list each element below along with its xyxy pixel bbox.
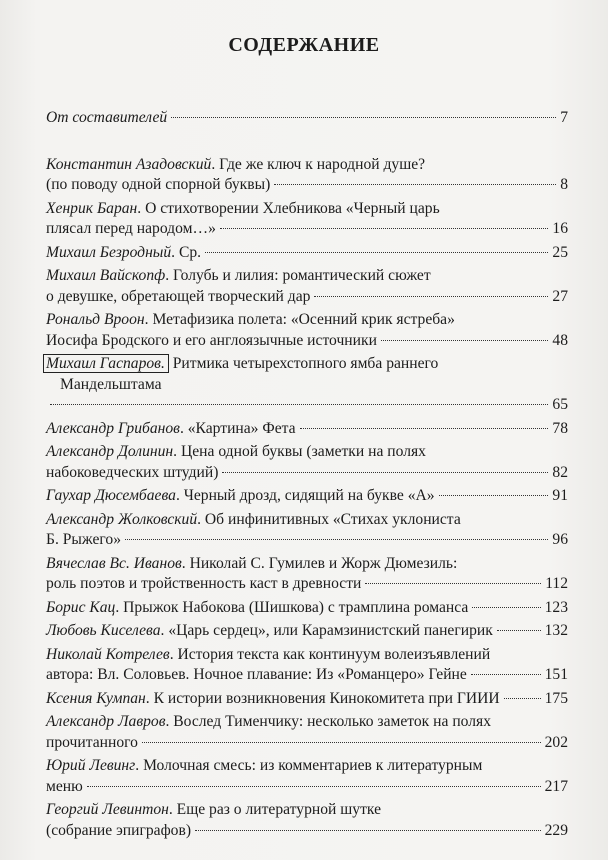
entry-author: Константин Азадовский bbox=[46, 155, 212, 173]
toc-entry bbox=[46, 108, 568, 129]
entry-title: плясал перед народом…» bbox=[46, 220, 216, 237]
entry-title: . Где же ключ к народной душе? bbox=[211, 155, 426, 173]
entry-page-number: 132 bbox=[544, 622, 568, 639]
dot-leader bbox=[125, 539, 548, 540]
entry-title: Мандельштама bbox=[60, 375, 162, 393]
dot-leader bbox=[365, 583, 541, 584]
dot-leader bbox=[142, 742, 541, 743]
entry-title: набоковедческих штудий) bbox=[46, 463, 219, 481]
toc-entry bbox=[46, 645, 568, 686]
entry-title: . «Царь сердец», или Карамзинистский панегирик bbox=[160, 622, 493, 639]
entry-author: Георгий Левинтон bbox=[46, 801, 169, 818]
toc-entry bbox=[46, 310, 568, 351]
toc-entry bbox=[46, 712, 568, 753]
toc-entry bbox=[46, 800, 568, 841]
entry-author: Александр Лавров bbox=[46, 713, 166, 730]
entry-author: Михаил Безродный bbox=[46, 243, 172, 261]
entry-author: Александр Грибанов bbox=[46, 419, 180, 437]
entry-author: Николай Котрелев bbox=[46, 645, 170, 663]
entry-page-number: 96 bbox=[552, 531, 568, 548]
entry-author: Гаухар Дюсембаева bbox=[46, 487, 176, 504]
entry-title: прочитанного bbox=[46, 733, 138, 751]
entry-title: меню bbox=[46, 777, 83, 795]
toc-entry bbox=[46, 486, 568, 507]
entry-page-number: 123 bbox=[544, 598, 568, 616]
toc-entry bbox=[46, 621, 568, 642]
entry-title: Ритмика четырехстопного ямба раннего bbox=[168, 355, 439, 372]
entry-page-number: 78 bbox=[552, 419, 568, 437]
dot-leader bbox=[472, 607, 540, 608]
entry-title: . История текста как континуум волеизъявлений bbox=[169, 645, 491, 663]
entry-page-number: 16 bbox=[552, 220, 568, 237]
entry-author: Рональд Вроон bbox=[46, 311, 145, 328]
page-title: СОДЕРЖАНИЕ bbox=[228, 34, 380, 56]
entry-page-number: 229 bbox=[544, 821, 568, 839]
toc-entry bbox=[46, 354, 568, 416]
entry-title: о девушке, обретающей творческий дар bbox=[46, 287, 311, 305]
dot-leader bbox=[314, 296, 548, 297]
entry-page-number: 112 bbox=[545, 575, 568, 592]
entry-title: . Еще раз о литературной шутке bbox=[168, 801, 381, 818]
dot-leader bbox=[222, 472, 548, 473]
toc-entry bbox=[46, 266, 568, 307]
dot-leader bbox=[220, 228, 549, 229]
entry-page-number: 202 bbox=[544, 733, 568, 751]
toc-entry bbox=[46, 155, 568, 196]
entry-title: . «Картина» Фета bbox=[179, 419, 296, 437]
entry-title: . Об инфинитивных «Стихах уклониста bbox=[197, 510, 461, 528]
entry-title: . Ср. bbox=[171, 243, 202, 261]
entry-author: Александр Долинин bbox=[46, 443, 174, 460]
dot-leader bbox=[471, 674, 541, 675]
entry-title: автора: Вл. Соловьев. Ночное плавание: Из «Романцеро» Гейне bbox=[46, 666, 467, 683]
entry-author-highlighted: Михаил Гаспаров. bbox=[43, 354, 169, 373]
entry-title: . Прыжок Набокова (Шишкова) с трамплина романса bbox=[115, 598, 469, 616]
dot-leader bbox=[504, 698, 541, 699]
toc-entry bbox=[46, 442, 568, 483]
toc-entry bbox=[46, 756, 568, 797]
entry-page-number: 48 bbox=[552, 331, 568, 349]
entry-page-number: 65 bbox=[552, 396, 568, 413]
entry-title: (по поводу одной спорной буквы) bbox=[46, 176, 271, 193]
dot-leader bbox=[274, 184, 556, 185]
entry-author: Ксения Кумпан bbox=[46, 689, 146, 707]
toc-entry bbox=[46, 199, 568, 240]
entry-page-number: 8 bbox=[560, 176, 568, 193]
entry-author: Борис Кац bbox=[46, 598, 116, 616]
entry-title: . К истории возникновения Кинокомитета при ГИИИ bbox=[145, 689, 500, 707]
entry-page-number: 91 bbox=[552, 487, 568, 504]
entry-title: . О стихотворении Хлебникова «Черный царь bbox=[137, 199, 440, 217]
entry-page-number: 7 bbox=[560, 109, 568, 126]
entry-title: . Николай С. Гумилев и Жорж Дюмезиль: bbox=[181, 554, 458, 572]
entry-page-number: 217 bbox=[544, 777, 568, 795]
entry-title: . Молочная смесь: из комментариев к литературным bbox=[135, 757, 483, 774]
entry-title: Иосифа Бродского и его англоязычные источники bbox=[46, 331, 377, 349]
toc-entry bbox=[46, 510, 568, 551]
entry-page-number: 151 bbox=[544, 666, 568, 683]
entry-page-number: 175 bbox=[544, 689, 568, 707]
entry-author: Юрий Левинг bbox=[46, 757, 136, 774]
dot-leader bbox=[300, 428, 549, 429]
dot-leader bbox=[205, 252, 548, 253]
entry-author: Вячеслав Вс. Иванов bbox=[46, 554, 182, 572]
toc-entry bbox=[46, 689, 568, 710]
toc-entry bbox=[46, 243, 568, 264]
dot-leader bbox=[497, 630, 541, 631]
entry-title: (собрание эпиграфов) bbox=[46, 821, 192, 839]
table-of-contents bbox=[46, 108, 568, 841]
entry-author: Александр Жолковский bbox=[46, 510, 198, 528]
dot-leader bbox=[439, 495, 549, 496]
entry-title: . Голубь и лилия: романтический сюжет bbox=[165, 267, 431, 284]
entry-title: роль поэтов и тройственность каст в древности bbox=[46, 575, 362, 592]
entry-author: От составителей bbox=[46, 109, 168, 126]
dot-leader bbox=[87, 786, 541, 787]
entry-page-number: 82 bbox=[552, 463, 568, 481]
entry-title: . Вослед Тименчику: несколько заметок на полях bbox=[165, 713, 492, 730]
dot-leader bbox=[171, 117, 556, 118]
toc-entry bbox=[46, 419, 568, 440]
toc-entry bbox=[46, 598, 568, 619]
entry-author: Михаил Вайскопф bbox=[46, 267, 166, 284]
dot-leader bbox=[50, 404, 548, 405]
entry-page-number: 25 bbox=[552, 243, 568, 261]
entry-author: Любовь Киселева bbox=[46, 622, 161, 639]
entry-author: Хенрик Баран bbox=[46, 199, 138, 217]
entry-page-number: 27 bbox=[552, 287, 568, 305]
entry-title: . Метафизика полета: «Осенний крик ястреба» bbox=[144, 311, 455, 328]
entry-title: . Цена одной буквы (заметки на полях bbox=[173, 443, 426, 460]
entry-title: Б. Рыжего» bbox=[46, 531, 121, 548]
entry-title: . Черный дрозд, сидящий на букве «А» bbox=[175, 487, 435, 504]
dot-leader bbox=[381, 340, 548, 341]
toc-entry bbox=[46, 554, 568, 595]
dot-leader bbox=[195, 830, 541, 831]
